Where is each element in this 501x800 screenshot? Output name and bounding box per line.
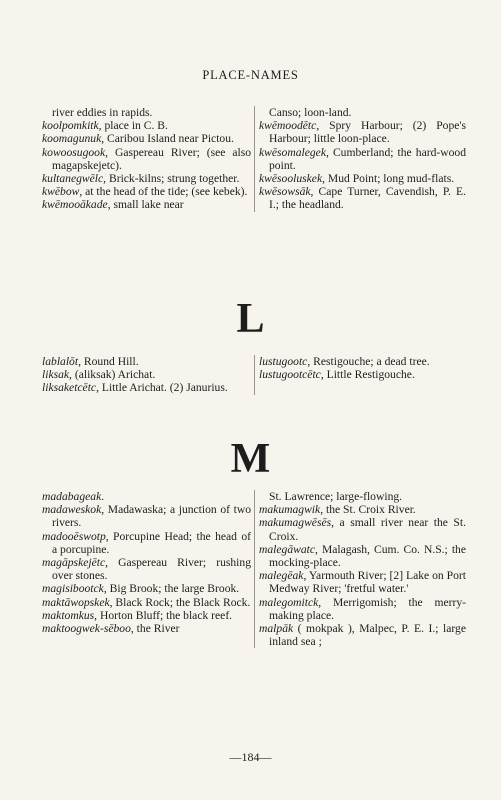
entry-definition: . (101, 490, 105, 503)
entry-definition: , the St. Croix River. (320, 503, 416, 517)
section-m (42, 490, 466, 648)
entry-definition: , Porcupine Head; the head of a porcupine. (52, 529, 251, 556)
entry-headword: maktoogwek-sēboo (42, 622, 131, 636)
dictionary-entry (42, 172, 251, 185)
dictionary-entry (42, 609, 251, 622)
section-letter-m: M (230, 436, 271, 482)
entry-headword: liksak (42, 368, 70, 382)
entry-headword: kwēbow (42, 185, 80, 199)
dictionary-entry (259, 355, 466, 368)
entry-definition: , Gaspereau River; (see also magapskejetc). (52, 145, 251, 172)
section-letter-l: L (236, 296, 265, 342)
left-column (42, 490, 254, 648)
entry-headword: kwēmooākade (42, 198, 108, 212)
section-k-continued (42, 106, 466, 212)
entry-headword: koolpomkitk (42, 119, 99, 133)
dictionary-entry (42, 530, 251, 556)
dictionary-entry (259, 106, 466, 119)
entry-headword: maktomkus (42, 608, 95, 622)
entry-headword: kwēsomalegek (259, 145, 326, 159)
dictionary-entry (42, 132, 251, 145)
dictionary-entry (42, 556, 251, 582)
entry-headword: kwēmoodētc (259, 119, 317, 133)
dictionary-entry (259, 569, 466, 595)
dictionary-entry (42, 355, 251, 368)
entry-definition: , Black Rock; the Black Rock. (109, 595, 251, 609)
dictionary-entry (42, 185, 251, 198)
dictionary-entry (259, 516, 466, 542)
entry-headword: makumagwik (259, 503, 321, 517)
entry-definition: , Gaspereau River; rushing over stones. (52, 556, 251, 583)
entry-headword: liksaketcētc (42, 381, 97, 395)
entry-definition: St. Lawrence; large-flowing. (269, 490, 403, 503)
entry-headword: malegāwatc (259, 542, 316, 556)
dictionary-entry (42, 146, 251, 172)
dictionary-entry (42, 198, 251, 211)
entry-definition: , Yarmouth River; [2] Lake on Port Medway River; 'fretful water.' (269, 569, 466, 596)
entry-definition: , Cumberland; the hard-wood point. (269, 145, 466, 172)
left-column (42, 106, 254, 212)
right-column (254, 490, 466, 648)
entry-headword: koomagunuk (42, 132, 102, 146)
dictionary-entry (42, 622, 251, 635)
entry-definition: , Big Brook; the large Brook. (103, 582, 240, 596)
entry-definition: , Caribou Island near Pictou. (101, 132, 234, 146)
entry-definition: , Little Arichat. (2) Janurius. (96, 381, 228, 395)
entry-definition: , Horton Bluff; the black reef. (94, 608, 233, 622)
entry-definition: , the River (130, 622, 180, 636)
entry-headword: lablalōt (42, 355, 79, 368)
dictionary-entry (42, 106, 251, 119)
entry-headword: kwēsowsāk (259, 185, 311, 199)
entry-definition: river eddies in rapids. (52, 106, 153, 119)
dictionary-entry (259, 119, 466, 145)
entry-definition: , Mud Point; long mud-flats. (322, 172, 455, 186)
dictionary-entry (259, 368, 466, 381)
right-column (254, 106, 466, 212)
entry-headword: malegēak (259, 569, 304, 583)
entry-headword: kwēsooluskek (259, 172, 323, 186)
dictionary-entry (259, 543, 466, 569)
dictionary-entry (42, 490, 251, 503)
entry-headword: lustugootc (259, 355, 308, 368)
entry-definition: , at the head of the tide; (see kebek). (79, 185, 248, 199)
dictionary-entry (42, 381, 251, 394)
entry-definition: Canso; loon-land. (269, 106, 352, 119)
entry-headword: malegomitck (259, 595, 319, 609)
entry-definition: , small lake near (107, 198, 184, 212)
entry-definition: , Merrigomish; the merry-making place. (269, 595, 466, 622)
entry-definition: , (aliksak) Arichat. (69, 368, 156, 382)
entry-headword: makumagwēsēs (259, 516, 332, 530)
dictionary-entry (42, 582, 251, 595)
running-head: PLACE-NAMES (202, 68, 299, 82)
dictionary-entry (259, 622, 466, 648)
entry-definition: , Little Restigouche. (320, 368, 415, 382)
entry-definition: , Brick-kilns; strung together. (103, 172, 240, 186)
dictionary-entry (42, 503, 251, 529)
entry-headword: madaweskok (42, 503, 102, 517)
entry-headword: maktāwopskek (42, 595, 110, 609)
entry-definition: , a small river near the St. Croix. (269, 516, 466, 543)
entry-definition: ( mokpak ), Malpec, P. E. I.; large inland sea ; (269, 622, 466, 649)
dictionary-entry (42, 596, 251, 609)
dictionary-entry (259, 172, 466, 185)
entry-definition: , Madawaska; a junction of two rivers. (52, 503, 251, 530)
entry-definition: , Restigouche; a dead tree. (307, 355, 430, 368)
entry-headword: magāpskejētc (42, 556, 106, 570)
entry-headword: kultanegwēlc (42, 172, 104, 186)
dictionary-entry (259, 596, 466, 622)
entry-headword: malpāk (259, 622, 294, 636)
entry-headword: lustugootcētc (259, 368, 321, 382)
dictionary-entry (42, 368, 251, 381)
entry-definition: , Malagash, Cum. Co. N.S.; the mocking-place. (269, 542, 466, 570)
right-column (254, 355, 466, 395)
left-column (42, 355, 254, 395)
entry-definition: , Round Hill. (78, 355, 139, 368)
entry-headword: kowoosugook (42, 145, 106, 159)
entry-definition: , place in C. B. (98, 119, 168, 133)
dictionary-entry (259, 503, 466, 516)
entry-definition: , Cape Turner, Cavendish, P. E. I.; the headland. (269, 185, 466, 212)
entry-headword: madooēswotp (42, 529, 106, 543)
dictionary-entry (259, 185, 466, 211)
dictionary-entry (259, 146, 466, 172)
section-l (42, 355, 466, 395)
dictionary-entry (42, 119, 251, 132)
dictionary-entry (259, 490, 466, 503)
page-number: —184— (229, 750, 272, 764)
entry-headword: magisibootck (42, 582, 104, 596)
entry-headword: madabageak (42, 490, 102, 503)
entry-definition: , Spry Harbour; (2) Pope's Harbour; little loon-place. (269, 119, 466, 146)
